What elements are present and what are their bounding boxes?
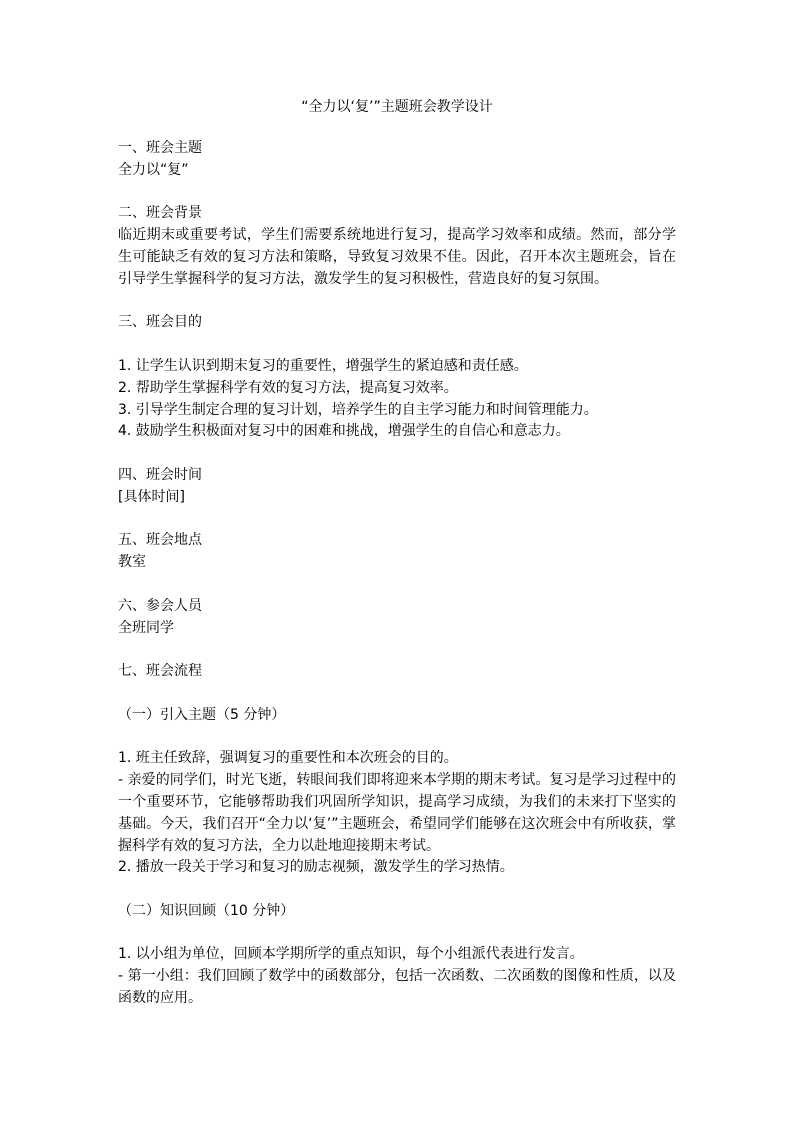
section-1-heading: 一、班会主题 <box>118 140 202 156</box>
document-body <box>118 138 676 1010</box>
list-item: 4. 鼓励学生积极面对复习中的困难和挑战，增强学生的自信心和意志力。 <box>118 423 570 440</box>
document-title: “全力以‘复’”主题班会教学设计 <box>301 99 493 115</box>
section-6-text: 全班同学 <box>118 619 174 636</box>
section-3-heading: 三、班会目的 <box>118 314 202 331</box>
section-5-text: 教室 <box>118 554 146 571</box>
part-2-item-1: 1. 以小组为单位，回顾本学期所学的重点知识，每个小组派代表进行发言。 <box>118 946 584 963</box>
section-6-heading: 六、参会人员 <box>118 597 202 614</box>
section-7-heading: 七、班会流程 <box>118 663 202 680</box>
part-1-speech: - 亲爱的同学们，时光飞逝，转眼间我们即将迎来本学期的期末考试。复习是学习过程中的一个重要环节，它能够帮助我们巩固所学知识，提高学习成绩，为我们的未来打下坚实的基础。今天，我们召开“全力以‘复’”主题班会，希望同学们能够在这次班会中有所收获，掌握科学有效的复习方法，全力以赴地迎接期末考试。 <box>118 772 676 854</box>
section-1-text: 全力以“复” <box>118 161 189 178</box>
part-2-group-1: - 第一小组：我们回顾了数学中的函数部分，包括一次函数、二次函数的图像和性质，以及函数的应用。 <box>118 968 676 1007</box>
list-item: 1. 让学生认识到期末复习的重要性，增强学生的紧迫感和责任感。 <box>118 357 528 374</box>
part-2-heading: （二）知识回顾（10 分钟） <box>118 902 295 919</box>
section-2-heading: 二、班会背景 <box>118 205 202 222</box>
section-2-text: 临近期末或重要考试，学生们需要系统地进行复习，提高学习效率和成绩。然而，部分学生可能缺乏有效的复习方法和策略，导致复习效果不佳。因此，召开本次主题班会，旨在引导学生掌握科学的复习方法，激发学生的复习积极性，营造良好的复习氛围。 <box>118 227 676 287</box>
section-4-text: [具体时间] <box>118 488 185 505</box>
list-item: 3. 引导学生制定合理的复习计划，培养学生的自主学习能力和时间管理能力。 <box>118 401 598 418</box>
part-1-item-1: 1. 班主任致辞，强调复习的重要性和本次班会的目的。 <box>118 750 458 767</box>
list-item: 2. 帮助学生掌握科学有效的复习方法，提高复习效率。 <box>118 379 458 396</box>
part-1-heading: （一）引入主题（5 分钟） <box>118 706 286 723</box>
section-5-heading: 五、班会地点 <box>118 532 202 549</box>
part-1-item-2: 2. 播放一段关于学习和复习的励志视频，激发学生的学习热情。 <box>118 859 514 876</box>
section-4-heading: 四、班会时间 <box>118 466 202 483</box>
